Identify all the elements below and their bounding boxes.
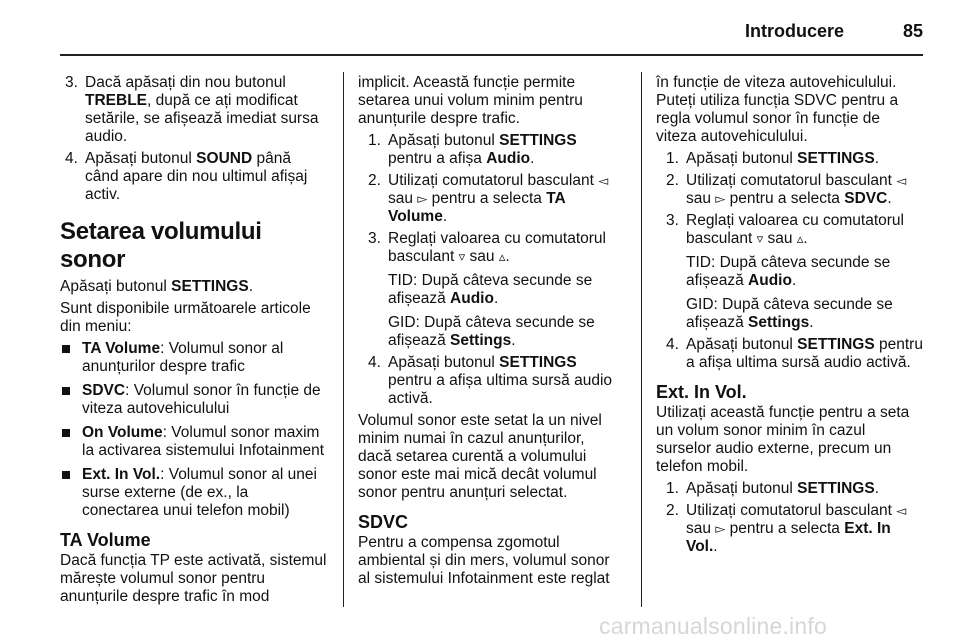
note-text: . <box>791 272 797 289</box>
menu-name-audio: Audio <box>486 150 531 167</box>
bullet-term: TA Volume <box>82 340 161 357</box>
list-number: 3. <box>666 212 679 229</box>
list-number: 3. <box>368 230 381 247</box>
list-item-3 <box>60 74 328 146</box>
item-text: sau <box>465 248 499 265</box>
bullet-term: Ext. In Vol. <box>82 466 161 483</box>
subsection-heading-sdvc: SDVC <box>358 512 409 532</box>
item-text: . <box>713 538 718 555</box>
rocker-right-icon: ▻ <box>417 191 428 206</box>
tid-note <box>388 272 616 308</box>
item-text: . <box>530 150 535 167</box>
bullet-desc: : Volumul sonor al unei surse externe (de ex., la conectarea unui telefon mobil) <box>82 466 317 519</box>
list-number: 1. <box>368 132 381 149</box>
item-text: pentru a selecta <box>427 190 547 207</box>
item-text: . <box>874 480 879 497</box>
menu-name-sdvc: SDVC <box>844 190 888 207</box>
item-text: , după ce ați modificat setările, se afișează imediat sursa audio. <box>85 92 319 145</box>
bullet-square-icon <box>62 471 70 479</box>
button-name-settings: SETTINGS <box>171 278 249 295</box>
item-text: Reglați valoarea cu comutatorul basculant <box>686 212 904 247</box>
list-item-2 <box>363 172 616 226</box>
bullet-square-icon <box>62 429 70 437</box>
gid-note <box>388 314 616 350</box>
item-text: Reglați valoarea cu comutatorul basculant <box>388 230 606 265</box>
rocker-up-icon: ▵ <box>796 231 804 246</box>
button-name-settings: SETTINGS <box>797 480 875 497</box>
item-text: sau <box>686 520 716 537</box>
paragraph: Volumul sonor este setat la un nivel minim numai în cazul anunțurilor, dacă setarea curentă a volumului sonor este mai mică decât volumul sonor pentru anunțuri selectat. <box>358 412 602 501</box>
note-text: GID: După câteva secunde se afișează <box>686 296 893 331</box>
list-item-2 <box>661 502 924 556</box>
item-text: Apăsați butonul <box>85 150 197 167</box>
item-text: Utilizați comutatorul basculant <box>686 172 897 189</box>
rocker-down-icon: ▿ <box>756 231 764 246</box>
list-number: 4. <box>666 336 679 353</box>
button-name-settings: SETTINGS <box>797 336 875 353</box>
item-text: pentru a selecta <box>725 190 845 207</box>
list-item-1 <box>661 480 924 498</box>
bullet-desc: : Volumul sonor în funcție de viteza autovehiculului <box>82 382 321 417</box>
column-divider-2 <box>641 72 642 607</box>
ext-in-vol-text: Utilizați această funcție pentru a seta un volum sonor minim în cazul surselor audio externe, precum un telefon mobil. <box>656 404 910 475</box>
note-text: TID: După câteva secunde se afișează <box>686 254 891 289</box>
tid-note <box>686 254 924 290</box>
intro-text: Apăsați butonul <box>60 278 172 295</box>
column-3 <box>656 74 924 560</box>
bullet-desc: : Volumul sonor maxim la activarea sistemului Infotainment <box>82 424 325 459</box>
rocker-right-icon: ▻ <box>715 191 726 206</box>
rocker-down-icon: ▿ <box>458 249 466 264</box>
list-item-4 <box>363 354 616 408</box>
item-text: sau <box>763 230 797 247</box>
page-header-title: Introducere <box>745 21 845 41</box>
list-item-3 <box>661 212 924 332</box>
watermark: carmanualsonline.info <box>599 613 827 639</box>
section-heading: Setarea volumului sonor <box>60 218 262 273</box>
item-text: pentru a afișa ultima sursă audio activă. <box>686 336 923 371</box>
list-number: 4. <box>65 150 78 167</box>
list-item-1 <box>363 132 616 168</box>
item-text: . <box>803 230 808 247</box>
subsection-heading-ext-in-vol: Ext. In Vol. <box>656 382 747 402</box>
bullet-item <box>60 424 328 460</box>
item-text: până când apare din nou ultimul afișaj activ. <box>85 150 308 203</box>
intro-text: . <box>248 278 253 295</box>
intro-paragraph <box>60 278 328 296</box>
subsection-heading-ta-volume: TA Volume <box>60 530 151 550</box>
list-number: 2. <box>666 502 679 519</box>
column-divider-1 <box>343 72 344 607</box>
item-text: Utilizați comutatorul basculant <box>686 502 897 519</box>
menu-intro: Sunt disponibile următoarele articole din meniu: <box>60 300 311 335</box>
item-text: pentru a selecta <box>725 520 845 537</box>
column-1 <box>60 74 328 610</box>
list-item-2 <box>661 172 924 208</box>
list-number: 1. <box>666 480 679 497</box>
list-number: 1. <box>666 150 679 167</box>
item-text: Utilizați comutatorul basculant <box>388 172 599 189</box>
paragraph: în funcție de viteza autovehiculului. Puteți utiliza funcția SDVC pentru a regla volumul sonor în funcție de viteza autovehiculului. <box>656 74 899 145</box>
rocker-up-icon: ▵ <box>498 249 506 264</box>
menu-name-ext-in-vol: Ext. In Vol. <box>686 520 891 555</box>
list-item-1 <box>661 150 924 168</box>
menu-name-audio: Audio <box>450 290 494 307</box>
note-text: . <box>809 314 814 331</box>
list-number: 3. <box>65 74 78 91</box>
bullet-term: SDVC <box>82 382 126 399</box>
item-text: Apăsați butonul <box>686 480 798 497</box>
note-text: TID: După câteva secunde se afișează <box>388 272 593 307</box>
bullet-square-icon <box>62 387 70 395</box>
item-text: sau <box>388 190 418 207</box>
button-name-treble: TREBLE <box>85 92 147 109</box>
header-divider <box>60 54 923 56</box>
item-text: Apăsați butonul <box>388 132 500 149</box>
note-text: . <box>493 290 499 307</box>
page-number: 85 <box>902 21 923 41</box>
list-number: 2. <box>368 172 381 189</box>
bullet-item <box>60 340 328 376</box>
menu-name-settings: Settings <box>450 332 512 349</box>
ta-volume-text: Dacă funcția TP este activată, sistemul mărește volumul sonor pentru anunțurile despre trafic în mod <box>60 552 327 605</box>
list-item-4 <box>60 150 328 204</box>
item-text: sau <box>686 190 716 207</box>
bullet-square-icon <box>62 345 70 353</box>
gid-note <box>686 296 924 332</box>
note-text: GID: După câteva secunde se afișează <box>388 314 595 349</box>
menu-name-audio: Audio <box>748 272 792 289</box>
button-name-settings: SETTINGS <box>499 354 577 371</box>
list-number: 2. <box>666 172 679 189</box>
sdvc-text: Pentru a compensa zgomotul ambiental și din mers, volumul sonor al sistemului Infotainment este reglat <box>358 534 610 587</box>
item-text: . <box>887 190 892 207</box>
item-text: Apăsați butonul <box>686 150 798 167</box>
list-item-4 <box>661 336 924 372</box>
list-item-3 <box>363 230 616 350</box>
menu-name-ta-volume: TA Volume <box>388 190 566 225</box>
item-text: Apăsați butonul <box>388 354 500 371</box>
rocker-left-icon: ◅ <box>896 173 907 188</box>
bullet-item <box>60 382 328 418</box>
item-text: pentru a afișa ultima sursă audio activă. <box>388 372 613 407</box>
menu-name-settings: Settings <box>748 314 810 331</box>
item-text: . <box>874 150 879 167</box>
button-name-settings: SETTINGS <box>499 132 577 149</box>
paragraph: implicit. Această funcție permite setarea unui volum minim pentru anunțurile despre trafic. <box>358 74 583 127</box>
note-text: . <box>511 332 516 349</box>
button-name-settings: SETTINGS <box>797 150 875 167</box>
rocker-right-icon: ▻ <box>715 521 726 536</box>
rocker-left-icon: ◅ <box>896 503 907 518</box>
rocker-left-icon: ◅ <box>598 173 609 188</box>
column-2 <box>358 74 616 592</box>
button-name-sound: SOUND <box>196 150 253 167</box>
item-text: Dacă apăsați din nou butonul <box>85 74 286 91</box>
bullet-term: On Volume <box>82 424 163 441</box>
item-text: . <box>505 248 510 265</box>
item-text: Apăsați butonul <box>686 336 798 353</box>
item-text: pentru a afișa <box>388 150 487 167</box>
bullet-desc: : Volumul sonor al anunțurilor despre trafic <box>82 340 284 375</box>
item-text: . <box>442 208 448 225</box>
list-number: 4. <box>368 354 381 371</box>
bullet-item <box>60 466 328 520</box>
